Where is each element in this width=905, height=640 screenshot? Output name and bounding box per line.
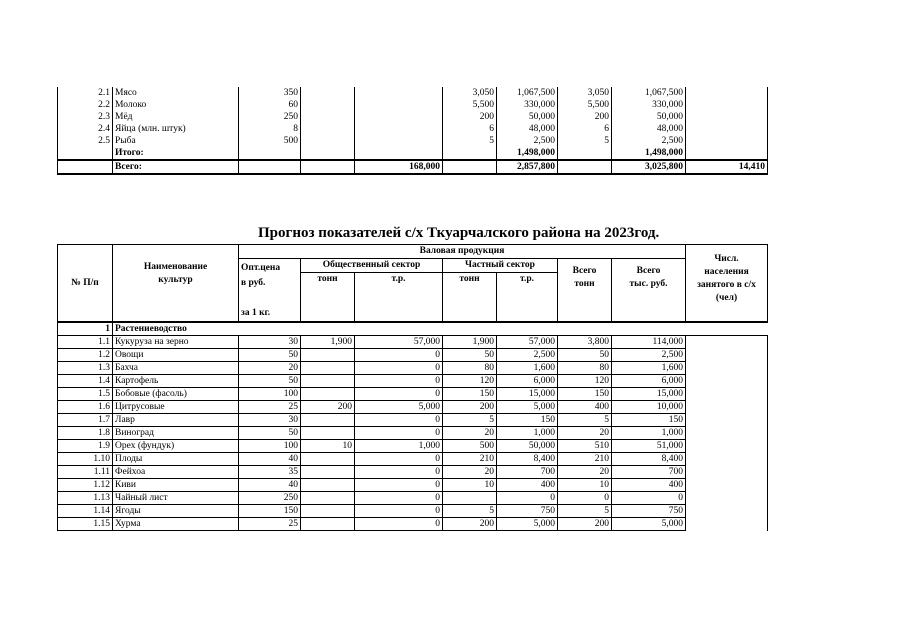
row-public-tr: 0 <box>355 492 443 505</box>
row-public-tr: 1,000 <box>355 440 443 453</box>
row-total-tons: 200 <box>558 111 612 123</box>
row-private-tons: 120 <box>443 375 497 388</box>
table-row <box>58 505 768 518</box>
row-number: 1.8 <box>58 427 113 440</box>
row-population <box>686 336 768 349</box>
row-population <box>686 123 768 135</box>
row-number: 1.6 <box>58 401 113 414</box>
row-number: 2.3 <box>58 111 113 123</box>
itogo-row <box>58 147 768 160</box>
row-number: 1.4 <box>58 375 113 388</box>
vsego-public-tr: 168,000 <box>355 160 443 174</box>
row-public-tons <box>301 99 355 111</box>
row-total-tons: 20 <box>558 466 612 479</box>
row-public-tr: 0 <box>355 362 443 375</box>
row-private-tons: 20 <box>443 466 497 479</box>
row-population <box>686 349 768 362</box>
row-number: 1.11 <box>58 466 113 479</box>
row-number: 1.9 <box>58 440 113 453</box>
row-private-tr: 1,000 <box>497 427 558 440</box>
row-number: 1.2 <box>58 349 113 362</box>
row-public-tr: 0 <box>355 518 443 531</box>
row-population <box>686 135 768 147</box>
row-number: 1.14 <box>58 505 113 518</box>
row-number: 1.3 <box>58 362 113 375</box>
row-total-tons: 120 <box>558 375 612 388</box>
row-name: Кукуруза на зерно <box>113 336 239 349</box>
row-private-tons: 5,500 <box>443 99 497 111</box>
table-row <box>58 427 768 440</box>
row-private-tons: 210 <box>443 453 497 466</box>
row-total-tons: 10 <box>558 479 612 492</box>
row-price: 100 <box>239 388 301 401</box>
table-row <box>58 453 768 466</box>
row-price: 50 <box>239 349 301 362</box>
row-population <box>686 427 768 440</box>
row-price: 150 <box>239 505 301 518</box>
row-total-tons: 3,050 <box>558 87 612 99</box>
row-public-tons <box>301 349 355 362</box>
table-row <box>58 111 768 123</box>
row-public-tr <box>355 87 443 99</box>
row-private-tr: 5,000 <box>497 518 558 531</box>
row-price: 40 <box>239 479 301 492</box>
table-row <box>58 375 768 388</box>
row-name: Виноград <box>113 427 239 440</box>
row-price: 500 <box>239 135 301 147</box>
row-name: Картофель <box>113 375 239 388</box>
row-number: 1.15 <box>58 518 113 531</box>
row-public-tons <box>301 466 355 479</box>
row-price: 100 <box>239 440 301 453</box>
itogo-private-tr: 1,498,000 <box>497 147 558 160</box>
row-public-tr: 0 <box>355 466 443 479</box>
row-public-tons <box>301 427 355 440</box>
table-header <box>58 245 768 323</box>
crop-table-body <box>58 322 768 531</box>
row-total-tons: 3,800 <box>558 336 612 349</box>
row-price: 30 <box>239 414 301 427</box>
header-gross: Валовая продукция <box>239 245 686 259</box>
row-total-tr: 1,067,500 <box>612 87 686 99</box>
row-public-tons <box>301 388 355 401</box>
row-name: Фейхоа <box>113 466 239 479</box>
row-public-tons <box>301 362 355 375</box>
row-private-tons: 3,050 <box>443 87 497 99</box>
row-total-tons: 400 <box>558 401 612 414</box>
row-public-tr: 0 <box>355 414 443 427</box>
row-public-tr <box>355 123 443 135</box>
row-private-tons: 1,900 <box>443 336 497 349</box>
row-price: 30 <box>239 336 301 349</box>
row-public-tr <box>355 99 443 111</box>
table-row <box>58 466 768 479</box>
vsego-label: Всего: <box>113 160 239 174</box>
row-name: Мясо <box>113 87 239 99</box>
row-number: 1.10 <box>58 453 113 466</box>
table-row <box>58 518 768 531</box>
row-total-tons: 80 <box>558 362 612 375</box>
header-population: Числ. населения занятого в с/х (чел) <box>686 245 768 323</box>
header-num: № П/п <box>58 245 113 323</box>
row-total-tr: 150 <box>612 414 686 427</box>
table-row <box>58 388 768 401</box>
row-number: 1.13 <box>58 492 113 505</box>
row-total-tr: 48,000 <box>612 123 686 135</box>
row-total-tr: 1,000 <box>612 427 686 440</box>
row-total-tons: 20 <box>558 427 612 440</box>
row-price: 40 <box>239 453 301 466</box>
row-name: Киви <box>113 479 239 492</box>
row-public-tons <box>301 123 355 135</box>
header-public-tons: тонн <box>301 273 355 322</box>
table-row <box>58 87 768 99</box>
row-public-tons <box>301 87 355 99</box>
row-price: 50 <box>239 375 301 388</box>
row-private-tr: 1,600 <box>497 362 558 375</box>
row-total-tons: 6 <box>558 123 612 135</box>
row-total-tons: 200 <box>558 518 612 531</box>
row-public-tons <box>301 505 355 518</box>
row-public-tons <box>301 414 355 427</box>
row-number: 2.2 <box>58 99 113 111</box>
livestock-table <box>57 87 768 175</box>
row-population <box>686 388 768 401</box>
row-price: 350 <box>239 87 301 99</box>
row-private-tons: 150 <box>443 388 497 401</box>
row-public-tr: 5,000 <box>355 401 443 414</box>
row-total-tons: 510 <box>558 440 612 453</box>
row-name: Мёд <box>113 111 239 123</box>
row-private-tr: 2,500 <box>497 135 558 147</box>
row-public-tr <box>355 111 443 123</box>
row-total-tr: 750 <box>612 505 686 518</box>
row-total-tr: 8,400 <box>612 453 686 466</box>
row-total-tr: 51,000 <box>612 440 686 453</box>
row-private-tr: 6,000 <box>497 375 558 388</box>
row-total-tons: 50 <box>558 349 612 362</box>
row-name: Бобовые (фасоль) <box>113 388 239 401</box>
crop-forecast-table <box>57 244 768 531</box>
row-public-tr: 57,000 <box>355 336 443 349</box>
row-private-tr: 750 <box>497 505 558 518</box>
row-public-tons <box>301 518 355 531</box>
table-row <box>58 99 768 111</box>
row-public-tr: 0 <box>355 505 443 518</box>
row-private-tons: 20 <box>443 427 497 440</box>
table-row <box>58 123 768 135</box>
row-population <box>686 111 768 123</box>
row-number: 2.5 <box>58 135 113 147</box>
header-private-tons: тонн <box>443 273 497 322</box>
row-private-tons: 5 <box>443 135 497 147</box>
row-private-tr: 2,500 <box>497 349 558 362</box>
table-row <box>58 492 768 505</box>
row-name: Овощи <box>113 349 239 362</box>
row-private-tr: 700 <box>497 466 558 479</box>
row-private-tons: 50 <box>443 349 497 362</box>
row-total-tr: 6,000 <box>612 375 686 388</box>
row-public-tons <box>301 492 355 505</box>
row-total-tr: 400 <box>612 479 686 492</box>
row-population <box>686 466 768 479</box>
forecast-title: Прогноз показателей с/х Ткуарчалского района на 2023год. <box>258 225 660 241</box>
row-public-tons <box>301 453 355 466</box>
vsego-private-tr: 2,857,800 <box>497 160 558 174</box>
row-public-tons <box>301 135 355 147</box>
row-total-tons: 5 <box>558 135 612 147</box>
row-total-tons: 5,500 <box>558 99 612 111</box>
row-number: 1.1 <box>58 336 113 349</box>
row-population <box>686 505 768 518</box>
row-name: Лавр <box>113 414 239 427</box>
header-price: Опт.цена в руб. за 1 кг. <box>239 259 301 323</box>
row-private-tons: 80 <box>443 362 497 375</box>
row-number: 1.12 <box>58 479 113 492</box>
row-total-tr: 330,000 <box>612 99 686 111</box>
table-row <box>58 401 768 414</box>
row-public-tons: 200 <box>301 401 355 414</box>
row-private-tons: 200 <box>443 401 497 414</box>
vsego-total-tr: 3,025,800 <box>612 160 686 174</box>
row-private-tr: 50,000 <box>497 440 558 453</box>
row-population <box>686 492 768 505</box>
row-number: 1.5 <box>58 388 113 401</box>
row-private-tr: 150 <box>497 414 558 427</box>
row-total-tr: 0 <box>612 492 686 505</box>
row-total-tr: 2,500 <box>612 349 686 362</box>
table-row <box>58 479 768 492</box>
row-price: 250 <box>239 492 301 505</box>
row-public-tr: 0 <box>355 375 443 388</box>
row-name: Рыба <box>113 135 239 147</box>
table-row <box>58 362 768 375</box>
row-price: 20 <box>239 362 301 375</box>
header-public-tr: т.р. <box>355 273 443 322</box>
row-name: Яйца (млн. штук) <box>113 123 239 135</box>
row-private-tr: 57,000 <box>497 336 558 349</box>
row-private-tons: 200 <box>443 518 497 531</box>
row-population <box>686 375 768 388</box>
row-population <box>686 401 768 414</box>
row-price: 8 <box>239 123 301 135</box>
row-price: 50 <box>239 427 301 440</box>
row-name: Орех (фундук) <box>113 440 239 453</box>
row-public-tr: 0 <box>355 427 443 440</box>
row-total-tons: 5 <box>558 414 612 427</box>
row-total-tr: 114,000 <box>612 336 686 349</box>
row-public-tr: 0 <box>355 453 443 466</box>
itogo-total-tr: 1,498,000 <box>612 147 686 160</box>
row-population <box>686 99 768 111</box>
row-price: 25 <box>239 401 301 414</box>
itogo-label: Итого: <box>113 147 239 160</box>
section-num: 1 <box>58 322 113 336</box>
row-price: 25 <box>239 518 301 531</box>
row-name: Цитрусовые <box>113 401 239 414</box>
row-public-tr: 0 <box>355 349 443 362</box>
row-public-tons: 10 <box>301 440 355 453</box>
row-total-tr: 5,000 <box>612 518 686 531</box>
row-public-tr: 0 <box>355 479 443 492</box>
row-public-tons <box>301 111 355 123</box>
row-population <box>686 479 768 492</box>
row-private-tons: 200 <box>443 111 497 123</box>
table-row <box>58 349 768 362</box>
row-population <box>686 518 768 531</box>
row-total-tr: 700 <box>612 466 686 479</box>
row-public-tons <box>301 479 355 492</box>
row-total-tons: 210 <box>558 453 612 466</box>
header-total-tons: Всего тонн <box>558 259 612 323</box>
row-total-tr: 2,500 <box>612 135 686 147</box>
row-private-tr: 0 <box>497 492 558 505</box>
row-public-tons <box>301 375 355 388</box>
row-total-tons: 150 <box>558 388 612 401</box>
table-row <box>58 414 768 427</box>
row-private-tr: 5,000 <box>497 401 558 414</box>
row-private-tr: 50,000 <box>497 111 558 123</box>
header-public-sector: Общественный сектор <box>301 259 443 273</box>
row-price: 60 <box>239 99 301 111</box>
header-private-sector: Частный сектор <box>443 259 558 273</box>
row-private-tr: 48,000 <box>497 123 558 135</box>
row-private-tons: 500 <box>443 440 497 453</box>
row-population <box>686 440 768 453</box>
row-private-tr: 15,000 <box>497 388 558 401</box>
row-population <box>686 453 768 466</box>
row-public-tons: 1,900 <box>301 336 355 349</box>
row-name: Молоко <box>113 99 239 111</box>
header-private-tr: т.р. <box>497 273 558 322</box>
row-private-tr: 330,000 <box>497 99 558 111</box>
section-row <box>58 322 768 336</box>
row-name: Ягоды <box>113 505 239 518</box>
row-name: Хурма <box>113 518 239 531</box>
row-number: 2.1 <box>58 87 113 99</box>
row-private-tons <box>443 492 497 505</box>
row-name: Плоды <box>113 453 239 466</box>
row-private-tons: 5 <box>443 414 497 427</box>
row-total-tr: 1,600 <box>612 362 686 375</box>
row-number: 2.4 <box>58 123 113 135</box>
table-row <box>58 440 768 453</box>
row-name: Чайный лист <box>113 492 239 505</box>
row-private-tr: 1,067,500 <box>497 87 558 99</box>
row-total-tr: 50,000 <box>612 111 686 123</box>
row-private-tr: 8,400 <box>497 453 558 466</box>
row-total-tons: 5 <box>558 505 612 518</box>
row-public-tr: 0 <box>355 388 443 401</box>
row-private-tr: 400 <box>497 479 558 492</box>
section-name: Растениеводство <box>113 322 768 336</box>
livestock-table-body <box>58 87 768 174</box>
row-total-tons: 0 <box>558 492 612 505</box>
row-price: 250 <box>239 111 301 123</box>
table-row <box>58 336 768 349</box>
row-public-tr <box>355 135 443 147</box>
row-total-tr: 15,000 <box>612 388 686 401</box>
vsego-population: 14,410 <box>686 160 768 174</box>
row-total-tr: 10,000 <box>612 401 686 414</box>
row-private-tons: 10 <box>443 479 497 492</box>
header-total-rub: Всего тыс. руб. <box>612 259 686 323</box>
header-name: Наименование культур <box>113 245 239 323</box>
row-population <box>686 87 768 99</box>
row-price: 35 <box>239 466 301 479</box>
row-private-tons: 5 <box>443 505 497 518</box>
row-number: 1.7 <box>58 414 113 427</box>
vsego-row <box>58 160 768 174</box>
row-private-tons: 6 <box>443 123 497 135</box>
row-name: Бахча <box>113 362 239 375</box>
table-row <box>58 135 768 147</box>
row-population <box>686 362 768 375</box>
row-population <box>686 414 768 427</box>
